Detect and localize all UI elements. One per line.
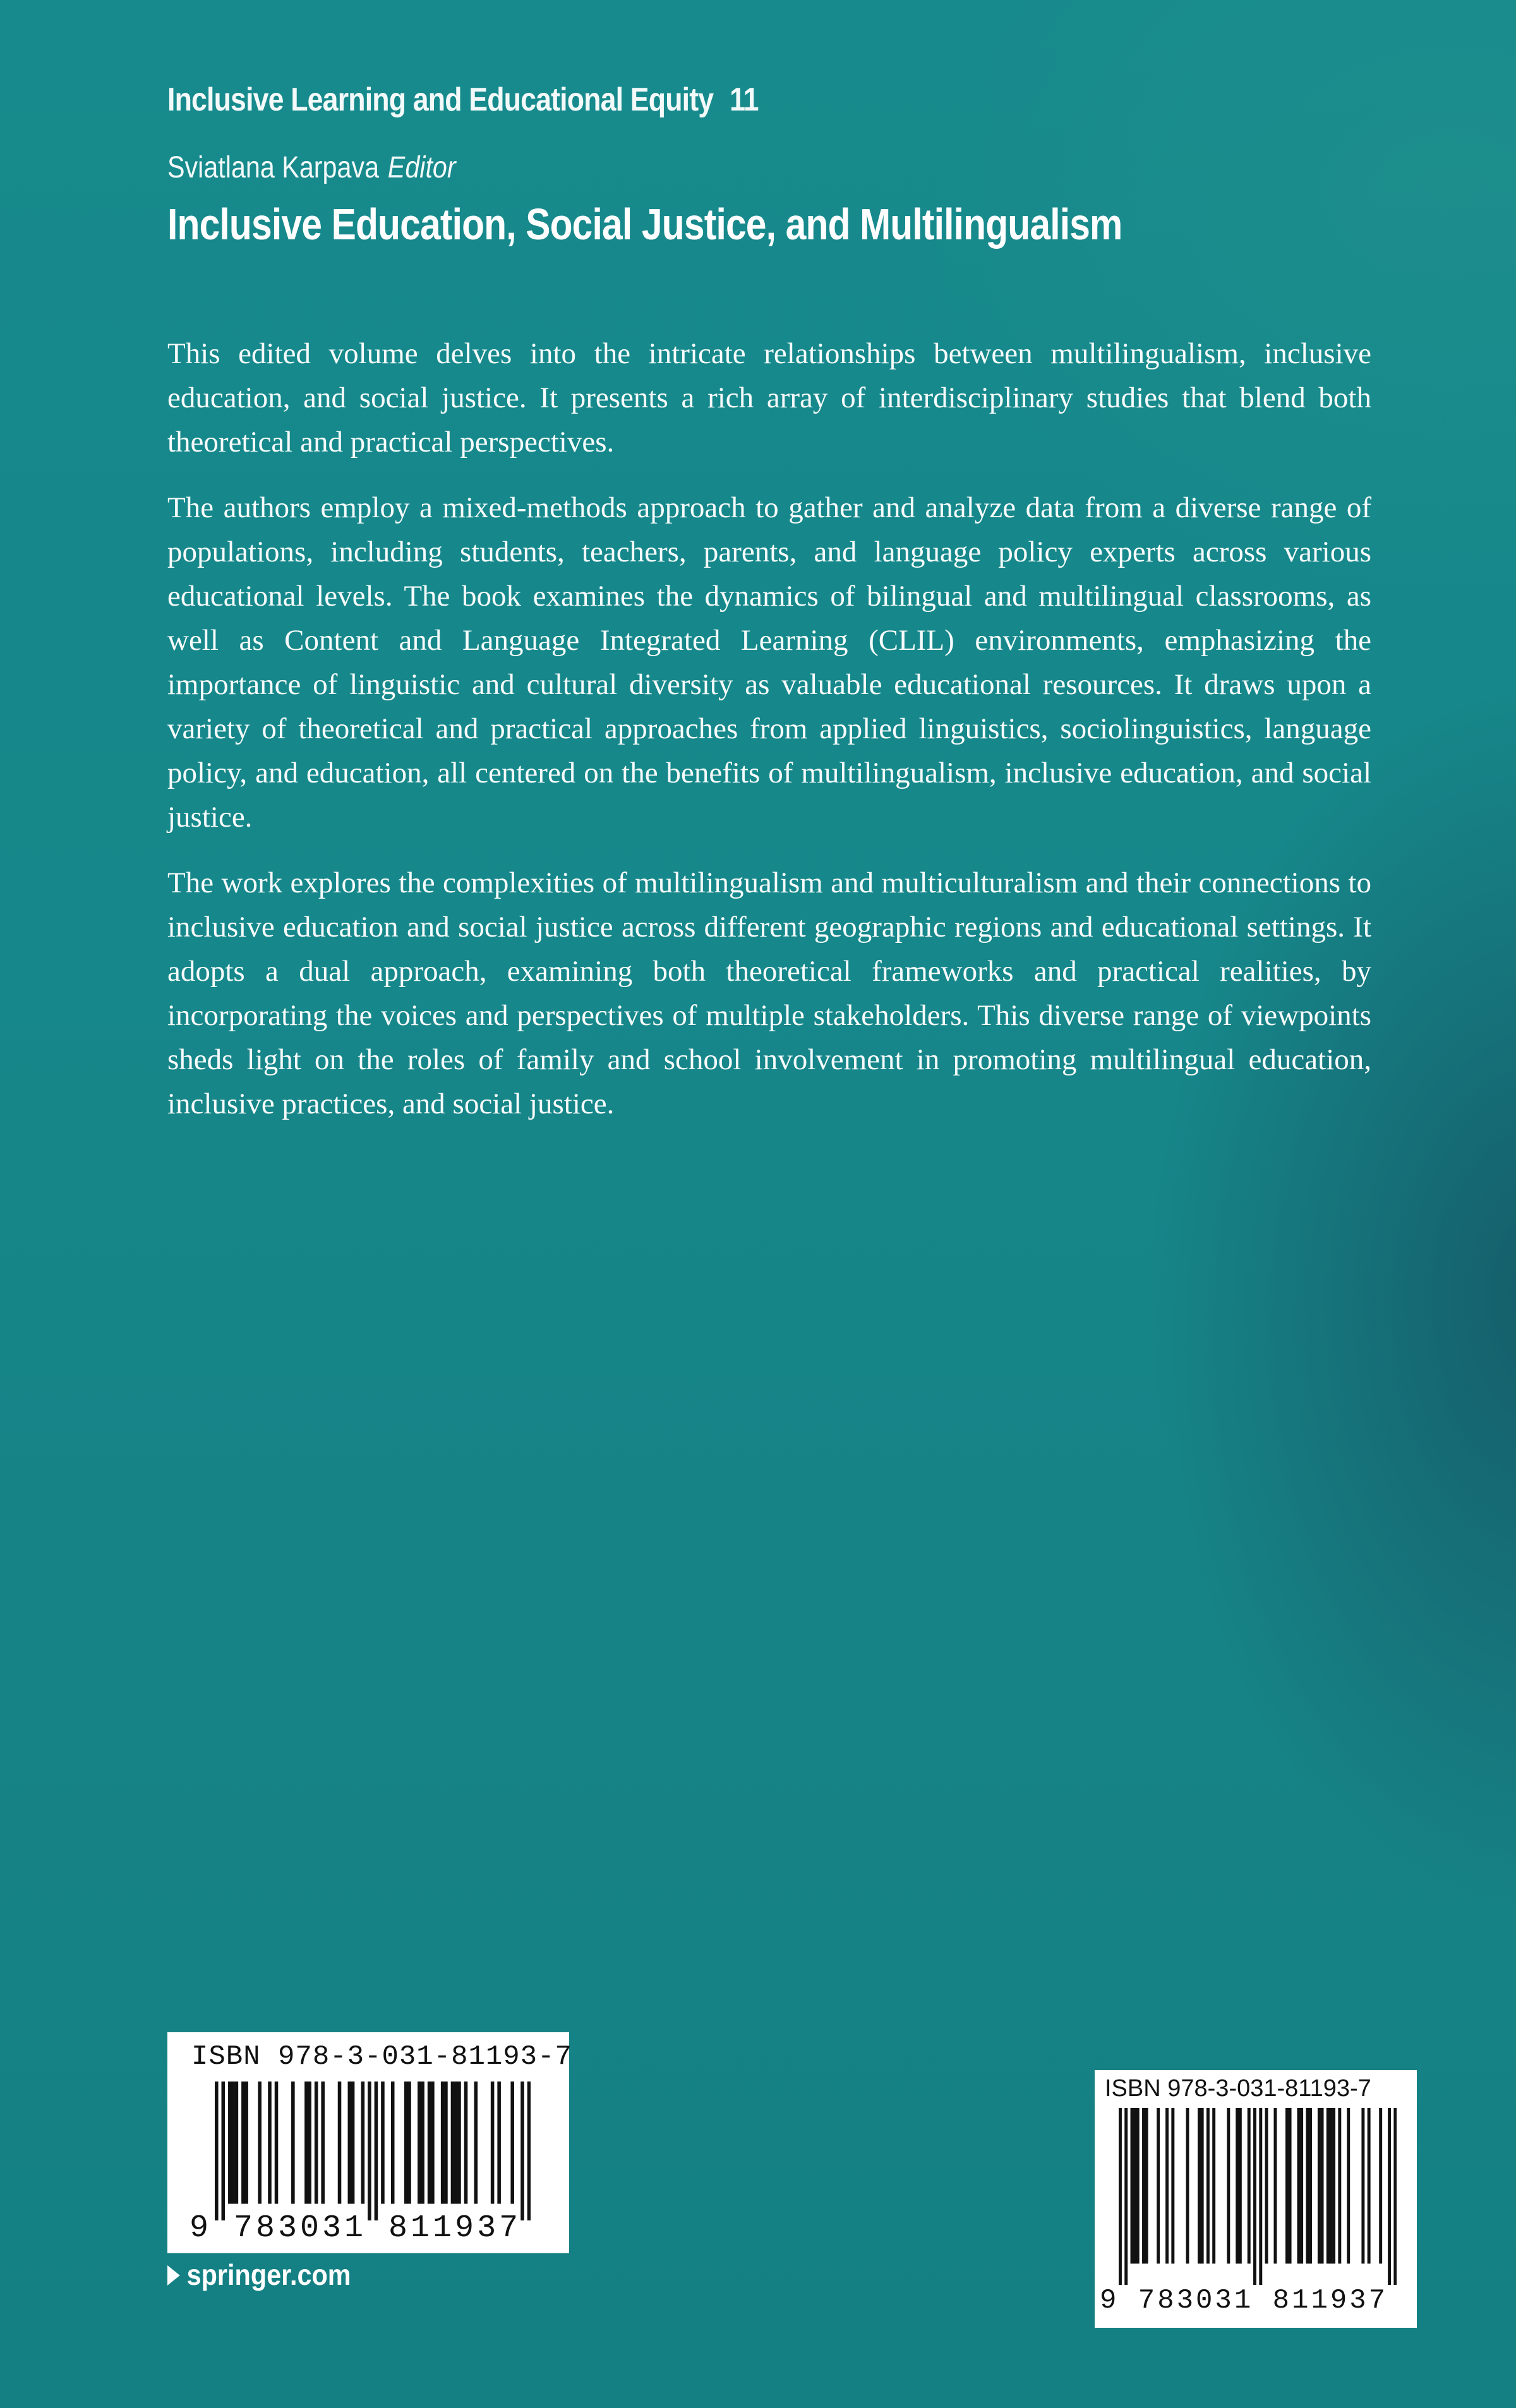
book-title: Inclusive Education, Social Justice, and Multilingualism xyxy=(167,200,1122,249)
editor-name: Sviatlana Karpava xyxy=(167,151,380,184)
blurb xyxy=(167,332,1371,1147)
editor-line xyxy=(167,150,456,185)
barcode-bar xyxy=(1306,2108,1309,2263)
barcode-bar xyxy=(1332,2108,1335,2263)
barcode-bar xyxy=(241,2082,245,2204)
barcode-bar xyxy=(1131,2108,1134,2263)
barcode-bar xyxy=(474,2082,478,2204)
barcode-bar xyxy=(1347,2108,1350,2263)
barcode-bar xyxy=(375,2082,378,2220)
blurb-paragraph: The work explores the complexities of multilingualism and multiculturalism and their connections to inclusive education and social justice across different geographic regions and educational settings. It adopts a dual approach, examining both theoretical frameworks and practical realities, by incorporating the voices and perspectives of multiple stakeholders. This diverse range of viewpoints sheds light on the roles of family and school involvement in promoting multilingual education, inclusive practices, and social justice. xyxy=(167,866,1371,1120)
barcode-bar xyxy=(1265,2108,1268,2263)
barcode-bar xyxy=(1318,2108,1321,2263)
barcode-bar xyxy=(431,2082,435,2204)
barcode-bar xyxy=(308,2082,311,2204)
barcode-bar xyxy=(321,2082,325,2204)
barcode-bar xyxy=(361,2082,365,2204)
series-name: Inclusive Learning and Educational Equity xyxy=(167,81,714,118)
barcode-bar xyxy=(404,2082,408,2204)
barcode-bar xyxy=(381,2082,385,2204)
barcode-bar xyxy=(1145,2108,1148,2263)
barcode-bar xyxy=(441,2082,445,2204)
barcode-bar xyxy=(1136,2108,1140,2263)
barcode-bar xyxy=(1239,2108,1242,2263)
barcode-bar xyxy=(228,2082,232,2204)
barcode-bar xyxy=(215,2082,219,2220)
barcode-bar xyxy=(304,2082,308,2204)
arrow-icon xyxy=(167,2265,180,2285)
barcode-bar xyxy=(1329,2108,1332,2263)
barcode-bar xyxy=(351,2082,355,2204)
barcode-bar xyxy=(1300,2108,1303,2263)
editor-role: Editor xyxy=(387,151,456,184)
barcode-bar xyxy=(1297,2108,1301,2263)
barcode-bars xyxy=(1119,2108,1397,2285)
barcode-bar xyxy=(1212,2108,1215,2263)
barcode-bar xyxy=(1253,2108,1256,2285)
barcode-bar xyxy=(457,2082,461,2204)
barcode-bar xyxy=(428,2082,431,2204)
barcode-bar xyxy=(222,2082,226,2220)
barcode-bar xyxy=(1165,2108,1169,2263)
barcode-bar xyxy=(491,2082,495,2204)
barcode-bar xyxy=(235,2082,239,2204)
barcode-bar xyxy=(1326,2108,1330,2263)
publisher-link-label: springer.com xyxy=(186,2258,351,2291)
barcode-bar xyxy=(444,2082,448,2204)
barcode-bar xyxy=(451,2082,455,2204)
barcode-bar xyxy=(1393,2108,1397,2285)
barcode-bar xyxy=(1198,2108,1201,2263)
barcode-bar xyxy=(291,2082,295,2204)
barcode-bar xyxy=(1259,2108,1262,2285)
barcode-bar xyxy=(1201,2108,1204,2263)
barcode-bar xyxy=(497,2082,501,2204)
barcode-bars xyxy=(215,2082,531,2220)
isbn-label: ISBN 978-3-031-81193-7 xyxy=(1105,2075,1371,2102)
barcode-bar xyxy=(1388,2108,1391,2285)
barcode-bar xyxy=(368,2082,371,2220)
barcode-bar xyxy=(1227,2108,1230,2263)
barcode-bar xyxy=(1206,2108,1210,2263)
barcode-bar xyxy=(464,2082,468,2204)
isbn-digits: 9 783031 811937 xyxy=(1100,2285,1388,2316)
barcode-bar xyxy=(1289,2108,1292,2263)
barcode-bar xyxy=(1119,2108,1122,2285)
barcode-bar xyxy=(1321,2108,1324,2263)
series-number: 11 xyxy=(730,81,759,118)
barcode-bar xyxy=(348,2082,352,2204)
barcode-bar xyxy=(1379,2108,1382,2263)
series-title xyxy=(167,81,759,119)
blurb-paragraph: This edited volume delves into the intricate relationships between multilingualism, inclusive education, and social justice. It presents a rich array of interdisciplinary studies that blend both theoretical and practical perspectives. xyxy=(167,337,1371,458)
barcode-bar xyxy=(407,2082,411,2204)
barcode-bar xyxy=(1285,2108,1289,2263)
blurb-paragraph: The authors employ a mixed-methods approach to gather and analyze data from a diverse range of populations, including students, teachers, parents, and language policy experts across various educational levels. The book examines the dynamics of bilingual and multilingual classrooms, as well as Content and Language Integrated Learning (CLIL) environments, emphasizing the importance of linguistic and cultural diversity as valuable educational resources. It draws upon a variety of theoretical and practical approaches from applied linguistics, sociolinguistics, language policy, and education, all centered on the benefits of multilingualism, inclusive education, and social justice. xyxy=(167,491,1371,834)
barcode-bar xyxy=(1248,2108,1251,2263)
barcode-bar xyxy=(454,2082,458,2204)
barcode-bar xyxy=(275,2082,279,2204)
barcode-bar xyxy=(1273,2108,1277,2263)
barcode-bar xyxy=(510,2082,514,2204)
barcode-bar xyxy=(1368,2108,1371,2263)
barcode-bar xyxy=(315,2082,318,2204)
barcode-bar xyxy=(1133,2108,1136,2263)
barcode-right xyxy=(1095,2070,1417,2328)
barcode-bar xyxy=(1236,2108,1239,2263)
barcode-bar xyxy=(1309,2108,1312,2263)
barcode-bar xyxy=(1338,2108,1341,2263)
barcode-bar xyxy=(1361,2108,1364,2263)
barcode-bar xyxy=(231,2082,235,2204)
barcode-left xyxy=(167,2032,572,2253)
barcode-bar xyxy=(1186,2108,1189,2263)
barcode-bar xyxy=(421,2082,424,2204)
barcode-bar xyxy=(338,2082,342,2204)
publisher-link[interactable] xyxy=(167,2258,351,2292)
barcode-bar xyxy=(527,2082,531,2220)
isbn-digits: 9 783031 811937 xyxy=(190,2210,522,2246)
barcode-bar xyxy=(1157,2108,1160,2263)
barcode-bar xyxy=(1124,2108,1128,2285)
barcode-bar xyxy=(418,2082,421,2204)
barcode-bar xyxy=(1142,2108,1145,2263)
barcode-bar xyxy=(520,2082,524,2220)
barcode-bar xyxy=(258,2082,262,2204)
barcode-bar xyxy=(244,2082,248,2204)
isbn-label: ISBN 978-3-031-81193-7 xyxy=(191,2041,572,2073)
barcode-bar xyxy=(1171,2108,1174,2263)
barcode-bar xyxy=(268,2082,272,2204)
barcode-bar xyxy=(391,2082,395,2204)
